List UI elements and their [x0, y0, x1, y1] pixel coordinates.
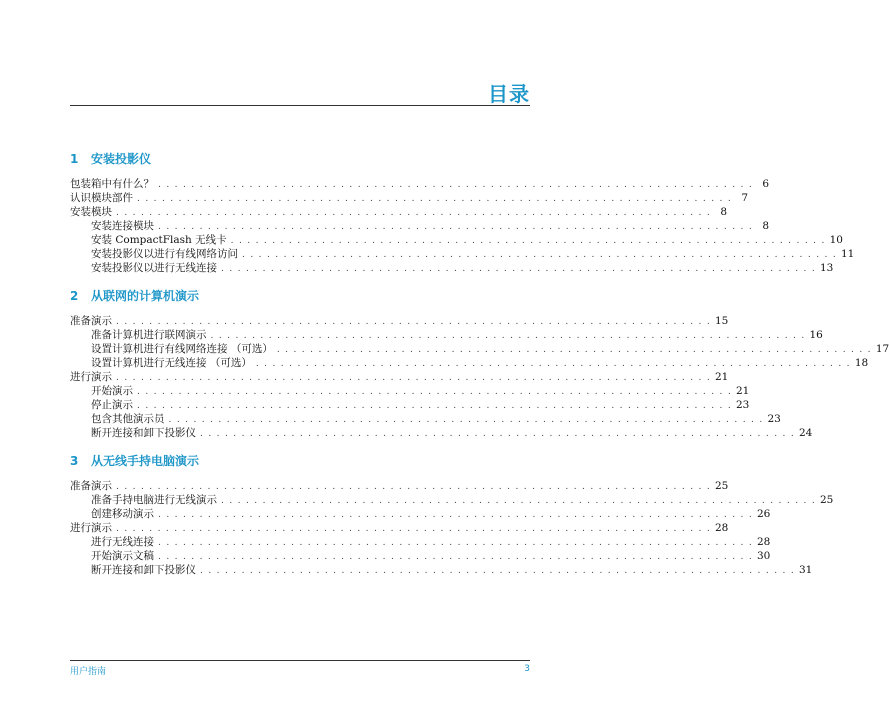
toc-entry-title: 安装连接模块: [91, 220, 154, 232]
toc-entry-page: 30: [757, 550, 771, 562]
toc-entry-page: 28: [715, 522, 729, 534]
toc-entry-title: 安装投影仪以进行有线网络访问: [91, 248, 238, 260]
toc-entry-title: 安装投影仪以进行无线连接: [91, 262, 217, 274]
chapter-title: 安装投影仪: [91, 152, 152, 166]
toc-entry-page: 26: [757, 508, 771, 520]
toc-entry[interactable]: [70, 247, 855, 261]
page-number: 3: [524, 664, 530, 674]
footer-divider: [70, 660, 530, 661]
dot-leader: . . . . . . . . . . . . . . . . . . . . . . . . . . . . . . . . . . . . . . . . . . . . . . . . . . . . . . . . . . . . . . . . . . . . . . . .: [116, 482, 711, 492]
toc-entry-title: 设置计算机进行有线网络连接 （可选）: [91, 343, 273, 355]
dot-leader: . . . . . . . . . . . . . . . . . . . . . . . . . . . . . . . . . . . . . . . . . . . . . . . . . . . . . . . . . . . . . . . . . . . . . . . .: [255, 359, 851, 369]
title-divider: [70, 105, 530, 106]
toc-entry-page: 16: [809, 329, 823, 341]
chapter-title: 从联网的计算机演示: [91, 289, 200, 303]
toc-entry-page: 15: [715, 315, 729, 327]
dot-leader: . . . . . . . . . . . . . . . . . . . . . . . . . . . . . . . . . . . . . . . . . . . . . . . . . . . . . . . . . . . . . . . . . . . . . . . .: [242, 250, 837, 260]
toc-entry-title: 准备计算机进行联网演示: [91, 329, 207, 341]
dot-leader: . . . . . . . . . . . . . . . . . . . . . . . . . . . . . . . . . . . . . . . . . . . . . . . . . . . . . . . . . . . . . . . . . . . . . . . .: [276, 345, 872, 355]
toc-entry-title: 断开连接和卸下投影仪: [91, 564, 196, 576]
toc-entry[interactable]: [70, 177, 769, 191]
dot-leader: . . . . . . . . . . . . . . . . . . . . . . . . . . . . . . . . . . . . . . . . . . . . . . . . . . . . . . . . . . . . . . . . . . . . . . . .: [158, 510, 753, 520]
toc-entry[interactable]: [70, 191, 748, 205]
toc-entry-page: 25: [820, 494, 834, 506]
toc-entry-page: 8: [720, 206, 727, 218]
toc-entry-page: 11: [841, 248, 855, 260]
dot-leader: . . . . . . . . . . . . . . . . . . . . . . . . . . . . . . . . . . . . . . . . . . . . . . . . . . . . . . . . . . . . . . . . . . . . . . . .: [137, 194, 732, 204]
chapter-section: [70, 453, 834, 577]
toc-entry[interactable]: [70, 205, 727, 219]
table-of-contents: [70, 151, 889, 590]
toc-entry-page: 24: [799, 427, 813, 439]
dot-leader: . . . . . . . . . . . . . . . . . . . . . . . . . . . . . . . . . . . . . . . . . . . . . . . . . . . . . . . . . . . . . . . . . . . . . . . .: [137, 401, 732, 411]
chapter-section: [70, 288, 889, 440]
toc-entry[interactable]: [70, 549, 771, 563]
dot-leader: . . . . . . . . . . . . . . . . . . . . . . . . . . . . . . . . . . . . . . . . . . . . . . . . . . . . . . . . . . . . . . . . . . . . . . . .: [158, 222, 753, 232]
dot-leader: . . . . . . . . . . . . . . . . . . . . . . . . . . . . . . . . . . . . . . . . . . . . . . . . . . . . . . . . . . . . . . . . . . . . . . . .: [168, 415, 764, 425]
toc-entry[interactable]: [70, 261, 834, 275]
toc-entry-title: 停止演示: [91, 399, 133, 411]
toc-entry-page: 31: [799, 564, 813, 576]
toc-entry-page: 6: [762, 178, 769, 190]
toc-entry-page: 23: [736, 399, 750, 411]
dot-leader: . . . . . . . . . . . . . . . . . . . . . . . . . . . . . . . . . . . . . . . . . . . . . . . . . . . . . . . . . . . . . . . . . . . . . . . .: [158, 180, 753, 190]
toc-entry-title: 准备演示: [70, 480, 112, 492]
chapter-heading[interactable]: [70, 453, 530, 469]
toc-entry[interactable]: [70, 328, 823, 342]
dot-leader: . . . . . . . . . . . . . . . . . . . . . . . . . . . . . . . . . . . . . . . . . . . . . . . . . . . . . . . . . . . . . . . . . . . . . . . .: [137, 387, 732, 397]
toc-entry-page: 8: [762, 220, 769, 232]
toc-entry-title: 断开连接和卸下投影仪: [91, 427, 196, 439]
dot-leader: . . . . . . . . . . . . . . . . . . . . . . . . . . . . . . . . . . . . . . . . . . . . . . . . . . . . . . . . . . . . . . . . . . . . . . . .: [210, 331, 806, 341]
toc-entry-page: 25: [715, 480, 729, 492]
dot-leader: . . . . . . . . . . . . . . . . . . . . . . . . . . . . . . . . . . . . . . . . . . . . . . . . . . . . . . . . . . . . . . . . . . . . . . . .: [158, 538, 753, 548]
toc-entry[interactable]: [70, 356, 869, 370]
toc-entry-title: 创建移动演示: [91, 508, 154, 520]
toc-entry[interactable]: [70, 412, 781, 426]
toc-entry-page: 10: [829, 234, 843, 246]
page-title: 目录: [488, 82, 530, 106]
chapter-number: 1: [70, 152, 79, 166]
toc-entry-title: 进行无线连接: [91, 536, 154, 548]
toc-entry[interactable]: [70, 521, 729, 535]
dot-leader: . . . . . . . . . . . . . . . . . . . . . . . . . . . . . . . . . . . . . . . . . . . . . . . . . . . . . . . . . . . . . . . . . . . . . . . .: [200, 566, 795, 576]
toc-entry-title: 安装模块: [70, 206, 112, 218]
toc-entry[interactable]: [70, 219, 769, 233]
dot-leader: . . . . . . . . . . . . . . . . . . . . . . . . . . . . . . . . . . . . . . . . . . . . . . . . . . . . . . . . . . . . . . . . . . . . . . . .: [116, 317, 711, 327]
dot-leader: . . . . . . . . . . . . . . . . . . . . . . . . . . . . . . . . . . . . . . . . . . . . . . . . . . . . . . . . . . . . . . . . . . . . . . . .: [221, 264, 816, 274]
toc-entry-page: 21: [715, 371, 729, 383]
chapter-heading[interactable]: [70, 288, 530, 304]
dot-leader: . . . . . . . . . . . . . . . . . . . . . . . . . . . . . . . . . . . . . . . . . . . . . . . . . . . . . . . . . . . . . . . . . . . . . . . .: [158, 552, 753, 562]
toc-entry[interactable]: [70, 370, 729, 384]
toc-entry-title: 包装箱中有什么？: [70, 178, 154, 190]
dot-leader: . . . . . . . . . . . . . . . . . . . . . . . . . . . . . . . . . . . . . . . . . . . . . . . . . . . . . . . . . . . . . . . . . . . . . . . .: [230, 236, 826, 246]
toc-entry-title: 进行演示: [70, 371, 112, 383]
dot-leader: . . . . . . . . . . . . . . . . . . . . . . . . . . . . . . . . . . . . . . . . . . . . . . . . . . . . . . . . . . . . . . . . . . . . . . . .: [221, 496, 816, 506]
toc-entry-title: 准备演示: [70, 315, 112, 327]
dot-leader: . . . . . . . . . . . . . . . . . . . . . . . . . . . . . . . . . . . . . . . . . . . . . . . . . . . . . . . . . . . . . . . . . . . . . . . .: [116, 208, 711, 218]
toc-entry[interactable]: [70, 233, 843, 247]
toc-entry-page: 21: [736, 385, 750, 397]
toc-entry-title: 认识模块部件: [70, 192, 133, 204]
toc-entry-page: 18: [854, 357, 869, 369]
toc-entry[interactable]: [70, 314, 729, 328]
chapter-number: 2: [70, 289, 79, 303]
toc-entry-title: 开始演示文稿: [91, 550, 154, 562]
toc-entry[interactable]: [70, 426, 813, 440]
dot-leader: . . . . . . . . . . . . . . . . . . . . . . . . . . . . . . . . . . . . . . . . . . . . . . . . . . . . . . . . . . . . . . . . . . . . . . . .: [200, 429, 795, 439]
toc-entry-page: 28: [757, 536, 771, 548]
chapter-title: 从无线手持电脑演示: [91, 454, 200, 468]
toc-entry[interactable]: [70, 563, 813, 577]
toc-entry[interactable]: [70, 507, 771, 521]
toc-entry-title: 设置计算机进行无线连接 （可选）: [91, 357, 252, 369]
toc-entry-page: 23: [767, 413, 781, 425]
toc-entry-title: 包含其他演示员: [91, 413, 165, 425]
toc-entry[interactable]: [70, 493, 834, 507]
dot-leader: . . . . . . . . . . . . . . . . . . . . . . . . . . . . . . . . . . . . . . . . . . . . . . . . . . . . . . . . . . . . . . . . . . . . . . . .: [116, 524, 711, 534]
toc-entry-title: 开始演示: [91, 385, 133, 397]
footer-label: 用户指南: [70, 667, 107, 677]
toc-entry[interactable]: [70, 535, 771, 549]
toc-entry[interactable]: [70, 398, 750, 412]
chapter-heading[interactable]: [70, 151, 530, 167]
toc-entry[interactable]: [70, 342, 889, 356]
dot-leader: . . . . . . . . . . . . . . . . . . . . . . . . . . . . . . . . . . . . . . . . . . . . . . . . . . . . . . . . . . . . . . . . . . . . . . . .: [116, 373, 711, 383]
chapter-number: 3: [70, 454, 79, 468]
chapter-section: [70, 151, 855, 275]
toc-entry[interactable]: [70, 479, 729, 493]
toc-entry-title: 准备手持电脑进行无线演示: [91, 494, 217, 506]
toc-entry-title: 安装 CompactFlash 无线卡: [91, 234, 227, 246]
toc-entry-page: 17: [875, 343, 889, 355]
toc-entry-page: 7: [741, 192, 748, 204]
toc-entry-page: 13: [820, 262, 834, 274]
toc-entry[interactable]: [70, 384, 750, 398]
toc-entry-title: 进行演示: [70, 522, 112, 534]
